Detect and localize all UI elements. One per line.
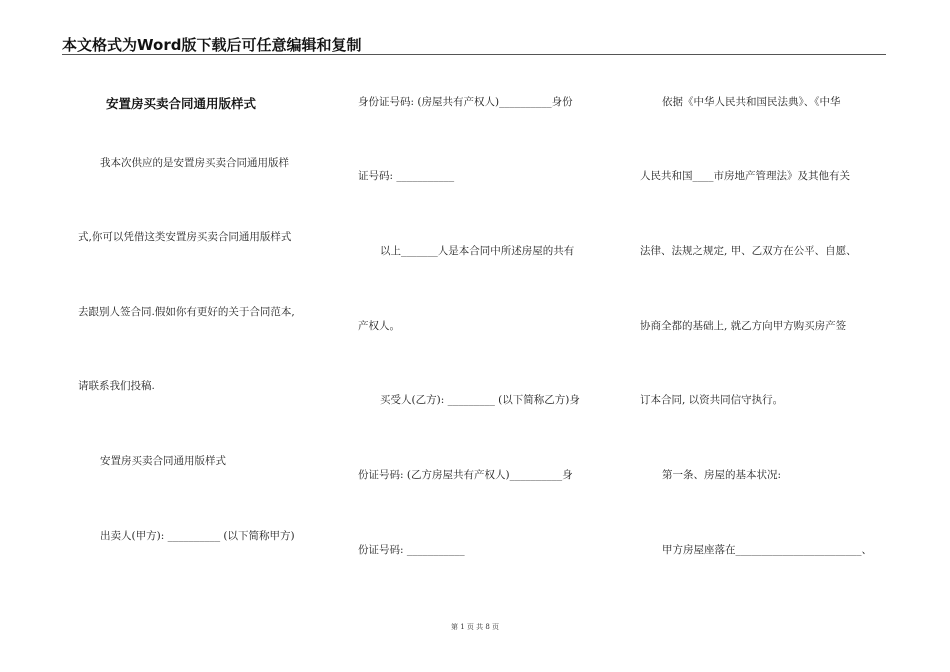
paragraph-line: 第一条、房屋的基本状况: — [662, 469, 782, 481]
header-divider — [62, 54, 886, 55]
paragraph-line: 身份证号码: (房屋共有产权人)__________身份 — [358, 96, 573, 108]
page-footer: 第 1 页 共 8 页 — [450, 623, 500, 631]
paragraph-line: 订本合同, 以资共同信守执行。 — [640, 394, 784, 406]
paragraph-line: 依据《中华人民共和国民法典》、《中华 — [662, 96, 841, 108]
paragraph-line: 我本次供应的是安置房买卖合同通用版样 — [100, 157, 289, 169]
paragraph-line: 法律、法规之规定, 甲、乙双方在公平、自愿、 — [640, 245, 857, 257]
paragraph-line: 甲方房屋座落在________________________、 — [662, 544, 872, 556]
paragraph-line: 式,你可以凭借这类安置房买卖合同通用版样式 — [78, 231, 292, 243]
document-title: 安置房买卖合同通用版样式 — [106, 96, 257, 111]
paragraph-line: 份证号码: ___________ — [358, 544, 465, 556]
paragraph-line: 安置房买卖合同通用版样式 — [100, 455, 226, 467]
paragraph-line: 以上_______人是本合同中所述房屋的共有 — [380, 245, 575, 257]
paragraph-line: 证号码: ___________ — [358, 170, 455, 182]
paragraph-line: 份证号码: (乙方房屋共有产权人)__________身 — [358, 469, 573, 481]
paragraph-line: 出卖人(甲方): __________ (以下简称甲方) — [100, 530, 295, 542]
paragraph-line: 协商全都的基础上, 就乙方向甲方购买房产签 — [640, 320, 847, 332]
paragraph-line: 买受人(乙方): _________ (以下简称乙方)身 — [380, 394, 580, 406]
paragraph-line: 请联系我们投稿. — [78, 380, 155, 392]
paragraph-line: 人民共和国____市房地产管理法》及其他有关 — [640, 170, 850, 182]
paragraph-line: 去跟别人签合同.假如你有更好的关于合同范本, — [78, 306, 295, 318]
header-banner: 本文格式为Word版下载后可任意编辑和复制 — [62, 36, 362, 54]
paragraph-line: 产权人。 — [358, 320, 400, 332]
